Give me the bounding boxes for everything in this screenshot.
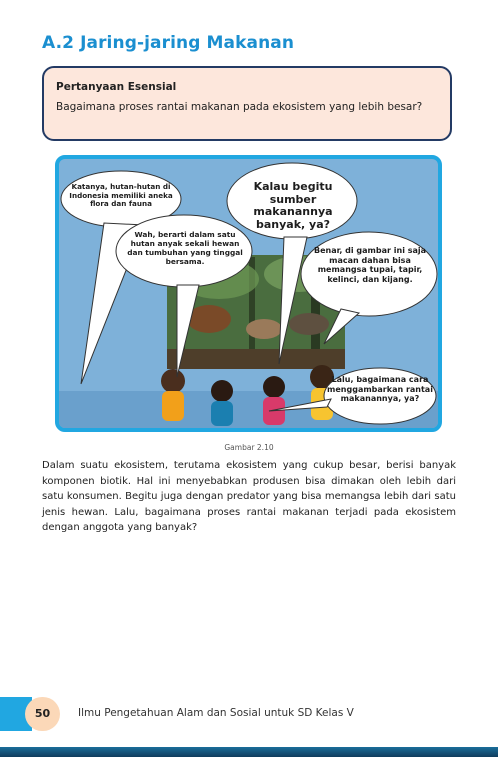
- bottom-band: [0, 747, 498, 757]
- body-paragraph: Dalam suatu ekosistem, terutama ekosistem yang cukup besar, berisi banyak komponen biotik. Hal ini menyebabkan produsen bisa dimakan oleh lebih dari satu konsumen. Begitu juga dengan predator yang bisa memangsa lebih dari satu jenis hewan. Lalu, bagaimana proses rantai makanan terjadi pada ekosistem dengan anggota yang banyak?: [42, 460, 456, 534]
- speech-bubble-text: Lalu, bagaimana cara menggambarkan rantai makanannya, ya?: [327, 375, 433, 404]
- speech-bubble-text: Katanya, hutan-hutan di Indonesia memiliki aneka flora dan fauna: [69, 182, 173, 209]
- animal-shape: [246, 319, 282, 339]
- speech-bubble-text: Kalau begitu sumber makanannya banyak, ya?: [253, 180, 333, 231]
- illustration-figure: [55, 155, 442, 432]
- section-title: A.2 Jaring-jaring Makanan: [42, 33, 295, 53]
- essential-question-heading: Pertanyaan Esensial: [56, 81, 177, 93]
- essential-question-box: [42, 66, 452, 141]
- child-figure: [263, 376, 285, 398]
- figure-caption: Gambar 2.10: [224, 443, 274, 452]
- speech-bubble-text: Wah, berarti dalam satu hutan anyak sekali hewan dan tumbuhan yang tinggal bersama.: [127, 230, 243, 266]
- speech-bubble-text: Benar, di gambar ini saja macan dahan bisa memangsa tupai, tapir, kelinci, dan kijang.: [313, 246, 427, 284]
- footer-book-title: Ilmu Pengetahuan Alam dan Sosial untuk SD Kelas V: [78, 707, 354, 719]
- child-figure: [161, 369, 185, 393]
- animal-shape: [289, 313, 329, 335]
- page-number: 50: [25, 697, 60, 731]
- essential-question-text: Bagaimana proses rantai makanan pada ekosistem yang lebih besar?: [56, 101, 423, 113]
- child-figure: [211, 380, 233, 402]
